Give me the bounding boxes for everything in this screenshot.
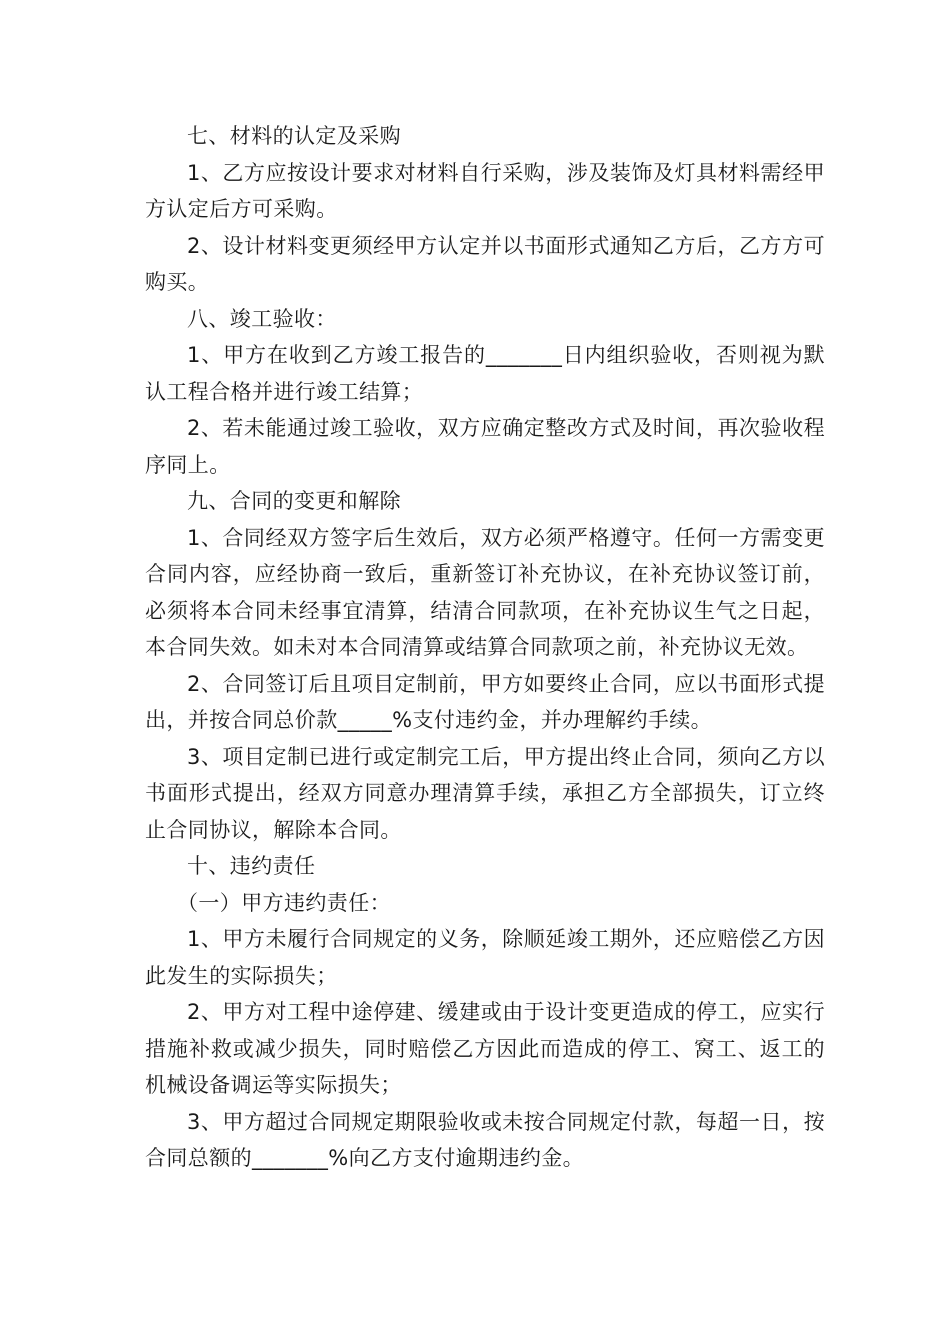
section-heading-9: 九、合同的变更和解除 [187,489,401,513]
paragraph: 1、合同经双方签字后生效后，双方必须严格遵守。任何一方需变更合同内容，应经协商一致后，重新签订补充协议，在补充协议签订前，必须将本合同未经事宜清算，结清合同款项，在补充协议生气之日起，本合同失效。如未对本合同清算或结算合同款项之前，补充协议无效。 [145,525,825,659]
section-heading-8: 八、竣工验收： [187,306,337,331]
section-subheading: （一）甲方违约责任： [177,890,391,915]
paragraph: 2、合同签订后且项目定制前，甲方如要终止合同，应以书面形式提出，并按合同总价款_____%支付违约金，并办理解约手续。 [145,671,825,732]
paragraph: 2、甲方对工程中途停建、缓建或由于设计变更造成的停工，应实行措施补救或减少损失，同时赔偿乙方因此而造成的停工、窝工、返工的机械设备调运等实际损失； [145,1000,825,1097]
paragraph: 1、甲方在收到乙方竣工报告的_______日内组织验收，否则视为默认工程合格并进行竣工结算； [145,343,825,404]
paragraph: 3、项目定制已进行或定制完工后，甲方提出终止合同，须向乙方以书面形式提出，经双方同意办理清算手续，承担乙方全部损失，订立终止合同协议，解除本合同。 [145,744,825,842]
paragraph: 2、若未能通过竣工验收，双方应确定整改方式及时间，再次验收程序同上。 [145,416,825,477]
section-heading-7: 七、材料的认定及采购 [187,124,401,148]
paragraph: 1、乙方应按设计要求对材料自行采购，涉及装饰及灯具材料需经甲方认定后方可采购。 [145,160,825,221]
paragraph: 1、甲方未履行合同规定的义务，除顺延竣工期外，还应赔偿乙方因此发生的实际损失； [145,927,825,988]
paragraph: 2、设计材料变更须经甲方认定并以书面形式通知乙方后，乙方方可购买。 [145,233,825,294]
section-heading-10: 十、违约责任 [187,854,316,878]
document-body [145,118,825,1177]
paragraph: 3、甲方超过合同规定期限验收或未按合同规定付款，每超一日，按合同总额的_______%向乙方支付逾期违约金。 [145,1109,825,1170]
